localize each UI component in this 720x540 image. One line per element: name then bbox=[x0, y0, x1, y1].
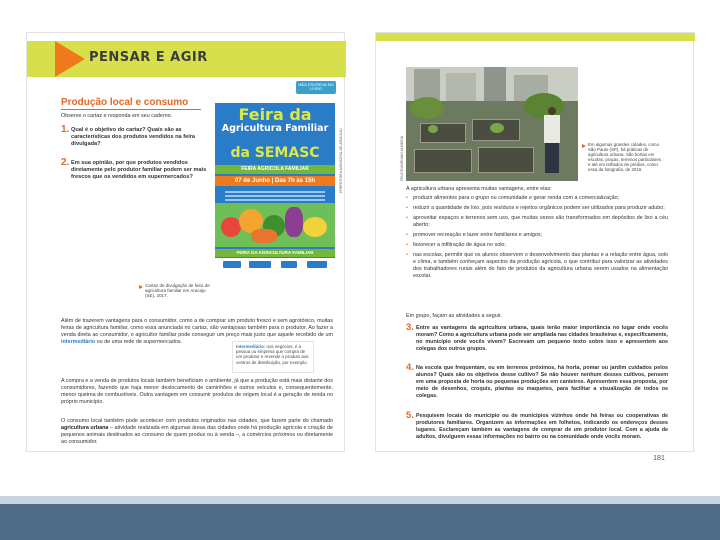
person-body bbox=[544, 115, 560, 143]
question-text: Na escola que frequentam, ou em terrenos próximos, há horta, pomar ou jardim cuidados pelos alunos? Quais são os objetivos desse cultivo? Se não houver nenhum desses cultivos, pensem em uma proposta de horta ou pequenas produções em canteiros. Apresentem essa proposta, por meio de desenhos, croquis, plantas ou maquetes, para facilitar a visualização de todos os colegas. bbox=[416, 365, 668, 399]
poster-line-3: da SEMASC bbox=[230, 145, 320, 161]
section-rule bbox=[61, 109, 201, 110]
footer-band-light bbox=[0, 496, 720, 504]
question-text: Em sua opinião, por que produtos vendidos diretamente pelo produtor familiar podem ser mais frescos que os vendidos em supermercados? bbox=[71, 160, 207, 180]
question-number: 3. bbox=[406, 322, 414, 333]
advantages-list bbox=[406, 195, 668, 283]
paragraph-text: – atividade realizada em algumas áreas das cidades onde há produção agrícola e criação de pequenos animais destinados ao consumo de quem produz ou à venda –, a comércios próximos ou diretamente ao consumidor. bbox=[61, 425, 333, 445]
tomato-icon bbox=[221, 217, 241, 237]
question-number: 4. bbox=[406, 362, 414, 373]
paragraph-text: O consumo local também pode acontecer com produtos originados nas cidades, que fazem parte do chamado bbox=[61, 418, 333, 424]
footer-band-dark bbox=[0, 504, 720, 540]
section-title: Produção local e consumo bbox=[61, 97, 189, 108]
plant bbox=[428, 125, 438, 133]
question-number: 5. bbox=[406, 410, 414, 421]
poster-produce-illustration bbox=[215, 203, 335, 247]
question-2 bbox=[61, 157, 211, 181]
highlight-term: agricultura urbana bbox=[61, 425, 109, 431]
list-item: • nas escolas, permitir que os alunos observem o desenvolvimento das plantas e a relação entre água, solo e clima, e também conheçam aspectos da produção agrícola, o que contribui para valorizar as atividades dos trabalhadores rurais além do fato de produtos da agricultura urbana serem usados na alimentação escolar. bbox=[406, 252, 668, 280]
advantages-intro: A agricultura urbana apresenta muitas vantagens, entre elas: bbox=[406, 186, 552, 192]
question-text: Entre as vantagens da agricultura urbana, quais terão maior importância no lugar onde vocês moram? Como a agricultura urbana pode ser ampliada nas cidades brasileiras e, especificamente, no município onde vocês vivem? Escrevam um pequeno texto sobre isso e apresentem aos colegas dos outros grupos. bbox=[416, 325, 668, 352]
poster-credit: PREFEITURA MUNICIPAL DE ARACAJU bbox=[339, 128, 343, 193]
garden-bed bbox=[414, 149, 472, 173]
plant bbox=[490, 123, 504, 133]
question-4 bbox=[406, 362, 668, 400]
poster-line-2: Agricultura Familiar bbox=[221, 123, 329, 134]
corn-icon bbox=[303, 217, 327, 237]
paragraph-3 bbox=[61, 418, 333, 446]
poster-band-2: FEIRA DA AGRICULTURA FAMILIAR bbox=[215, 249, 335, 257]
group-instruction: Em grupo, façam as atividades a seguir. bbox=[406, 313, 502, 319]
building bbox=[446, 73, 476, 103]
person-head bbox=[548, 107, 556, 115]
banner-triangle-icon bbox=[55, 41, 85, 77]
building bbox=[484, 67, 506, 103]
glossary-term[interactable]: intermediário bbox=[61, 339, 96, 345]
poster-logos bbox=[215, 258, 335, 271]
right-page bbox=[375, 32, 694, 462]
eggplant-icon bbox=[285, 207, 303, 237]
list-item: • produzir alimentos para o grupo ou comunidade e gerar renda com a comercialização; bbox=[406, 195, 668, 202]
question-5 bbox=[406, 410, 668, 441]
garden-bed bbox=[478, 147, 534, 173]
urban-garden-photo bbox=[406, 67, 578, 181]
question-text: Pesquisem locais do município ou de municípios vizinhos onde há feiras ou cooperativas de produtores familiares. Organizem as informações em folhetos, indicando os endereços desses lugares. Esclareçam também as vantagens de comprar de um produtor local. Com a ajuda de adultos, divulguem essas informações no bairro ou na comunidade onde vocês moram. bbox=[416, 413, 668, 440]
poster-caption: Cartaz de divulgação de feira de agricultura familiar em Aracaju (SE), 2017. bbox=[145, 283, 210, 298]
question-3 bbox=[406, 322, 668, 353]
photo-caption: Em algumas grandes cidades, como São Paulo (SP), há práticas de agricultura urbana. São hortas em escolas, praças, terrenos particulares e até em telhados de prédios, como essa da fotografia, de 2016. bbox=[588, 142, 661, 172]
photo-credit: FELIPE/ADRIANO ALMEIDA bbox=[400, 135, 404, 181]
list-item: • aproveitar espaços e terrenos sem uso, que muitas vezes são transformados em depósitos de lixo a céu aberto; bbox=[406, 215, 668, 229]
caption-arrow-icon bbox=[139, 285, 143, 289]
left-page bbox=[26, 32, 345, 452]
intro-text: Observe o cartaz e responda em seu caderno. bbox=[61, 113, 173, 119]
poster-address-lines bbox=[221, 189, 329, 201]
poster-line-1: Feira da bbox=[238, 105, 312, 124]
question-number: 1. bbox=[61, 124, 70, 135]
garden-bed bbox=[420, 123, 466, 143]
top-band bbox=[376, 33, 695, 41]
fair-poster bbox=[215, 103, 335, 271]
person-legs bbox=[545, 143, 559, 173]
paragraph-text: ou de uma rede de supermercados. bbox=[96, 339, 183, 345]
paragraph-2: A compra e a venda de produtos locais também beneficiam o ambiente, já que a produção está mais distante dos consumidores, fazendo que haja menor deslocamento de caminhões e outros veículos e, consequentemente, menor queima de combustíveis. Outra vantagem em consumir produtos de origem local é a geração de renda no próprio município. bbox=[61, 378, 333, 405]
no-write-badge: NÃO ESCREVA NO LIVRO bbox=[296, 81, 336, 94]
paragraph-text: Além de trazerem vantagens para o consumidor, como a de comprar um produto fresco e sem agrotóxico, muitas feiras de agricultura familiar, como essa anunciada no cartaz, são vantajosas também para o produtor. Ao fazer a venda direta ao consumidor, o agricultor familiar pode conseguir um preço mais justo que aquele recebido de um bbox=[61, 318, 333, 338]
question-number: 2. bbox=[61, 157, 70, 168]
list-item: • favorecer a infiltração de água no solo; bbox=[406, 242, 668, 249]
poster-date: 07 de Junho | Das 7h às 15h bbox=[215, 176, 335, 186]
question-1 bbox=[61, 124, 211, 148]
glossary-definition: nos negócios, é a pessoa ou empresa que compra de um produtor e revende o produto aos centros de distribuição, por exemplo. bbox=[236, 344, 309, 365]
carrot-icon bbox=[251, 229, 277, 243]
list-item: • reduzir a quantidade de lixo, pois resíduos e rejeitos orgânicos podem ser utilizados para produzir adubo; bbox=[406, 205, 668, 212]
list-item: • promover recreação e lazer entre familiares e amigos; bbox=[406, 232, 668, 239]
glossary-term: Intermediário: bbox=[236, 344, 266, 349]
question-text: Qual é o objetivo do cartaz? Quais são as características dos produtos vendidos na feira divulgada? bbox=[71, 127, 196, 147]
caption-arrow-icon bbox=[582, 144, 586, 148]
poster-band-1: FEIRA AGRICOLA FAMILIAR bbox=[215, 165, 335, 174]
banner-title: PENSAR E AGIR bbox=[89, 50, 208, 65]
plant bbox=[410, 97, 444, 119]
page-number: 181 bbox=[653, 455, 665, 462]
glossary-box bbox=[232, 341, 314, 373]
